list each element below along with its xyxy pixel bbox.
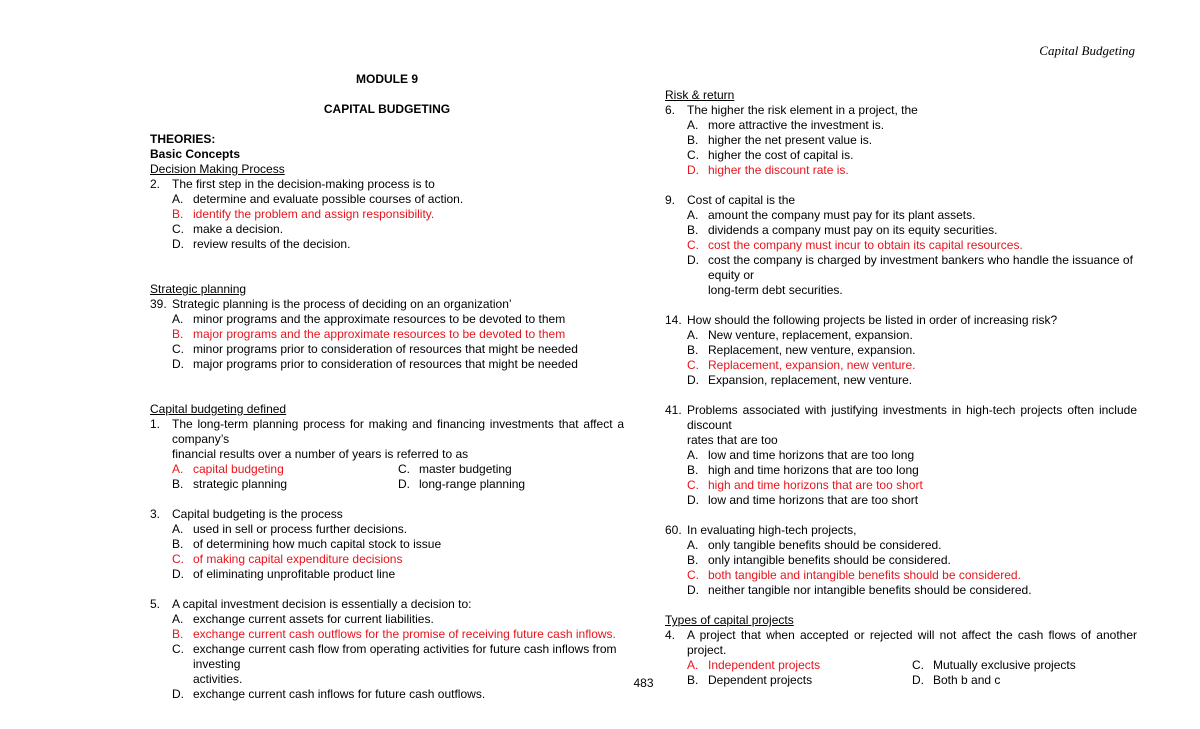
option-letter: B. xyxy=(172,477,184,491)
option-text: New venture, replacement, expansion. xyxy=(708,328,913,342)
question-text: A project that when accepted or rejected will not affect the cash flows of another project. xyxy=(687,628,1137,657)
option-letter: B. xyxy=(687,223,699,237)
option-text: of making capital expenditure decisions xyxy=(193,552,403,566)
question xyxy=(150,597,624,612)
running-header: Capital Budgeting xyxy=(1039,43,1135,58)
option-answer xyxy=(150,552,624,567)
option-answer xyxy=(150,207,624,222)
option-letter: A. xyxy=(687,538,699,552)
option-text: Replacement, new venture, expansion. xyxy=(708,343,916,357)
question-number: 39. xyxy=(150,297,167,311)
option-letter: D. xyxy=(172,687,184,701)
option xyxy=(665,148,1137,163)
option-letter: D. xyxy=(172,357,184,371)
option-answer xyxy=(665,238,1137,253)
question xyxy=(665,193,1137,208)
option-letter: A. xyxy=(172,522,184,536)
option-letter: D. xyxy=(687,493,699,507)
question xyxy=(665,313,1137,328)
option-text: exchange current cash flow from operating activities for future cash inflows from investing xyxy=(193,642,617,671)
question-number: 4. xyxy=(665,628,676,642)
option-letter: C. xyxy=(172,642,184,656)
option-text: of eliminating unprofitable product line xyxy=(193,567,396,581)
question-text: The first step in the decision-making process is to xyxy=(172,177,435,191)
option xyxy=(665,133,1137,148)
option-letter: D. xyxy=(912,673,924,687)
section-heading: Types of capital projects xyxy=(665,613,794,627)
question-text: A capital investment decision is essentially a decision to: xyxy=(172,597,472,611)
option-letter: B. xyxy=(687,343,699,357)
option xyxy=(150,312,624,327)
option xyxy=(665,583,1137,598)
option-text: low and time horizons that are too long xyxy=(708,448,915,462)
option-text: more attractive the investment is. xyxy=(708,118,885,132)
option-text: minor programs prior to consideration of resources that might be needed xyxy=(193,342,578,356)
question-text: Cost of capital is the xyxy=(687,193,796,207)
option-letter: D. xyxy=(172,237,184,251)
option-text: of determining how much capital stock to issue xyxy=(193,537,442,551)
option xyxy=(150,222,624,237)
option-letter: B. xyxy=(687,463,699,477)
question-text: The long-term planning process for making and financing investments that affect a company’s xyxy=(172,417,624,446)
option-text: strategic planning xyxy=(193,477,288,491)
option-answer xyxy=(665,163,1137,178)
option-text: higher the net present value is. xyxy=(708,133,873,147)
option-text: Expansion, replacement, new venture. xyxy=(708,373,913,387)
option-text: make a decision. xyxy=(193,222,284,236)
question xyxy=(665,103,1137,118)
option-answer xyxy=(172,462,398,477)
option-row xyxy=(150,477,624,492)
option-text: higher the cost of capital is. xyxy=(708,148,854,162)
option xyxy=(150,237,624,252)
option-text: higher the discount rate is. xyxy=(708,163,849,177)
option xyxy=(912,658,1137,673)
option xyxy=(172,477,398,492)
option-text: exchange current assets for current liabilities. xyxy=(193,612,434,626)
option xyxy=(150,567,624,582)
option-letter: B. xyxy=(172,537,184,551)
option-text: capital budgeting xyxy=(193,462,284,476)
basic-concepts-heading: Basic Concepts xyxy=(150,147,241,161)
option-continuation xyxy=(665,283,1137,298)
question-number: 14. xyxy=(665,313,682,327)
question-number: 60. xyxy=(665,523,682,537)
question-text: rates that are too xyxy=(687,433,778,447)
option xyxy=(398,477,624,492)
left-column xyxy=(150,72,624,702)
option-text: long-term debt securities. xyxy=(708,283,843,297)
theories-heading: THEORIES: xyxy=(150,132,216,146)
option-letter: A. xyxy=(172,612,184,626)
option-letter: C. xyxy=(912,658,924,672)
option-letter: D. xyxy=(172,567,184,581)
option xyxy=(150,357,624,372)
option xyxy=(150,537,624,552)
option-answer xyxy=(665,478,1137,493)
question xyxy=(150,507,624,522)
option-letter: A. xyxy=(172,192,184,206)
option-letter: C. xyxy=(687,568,699,582)
option-answer xyxy=(150,627,624,642)
option-text: both tangible and intangible benefits should be considered. xyxy=(708,568,1021,582)
option-letter: A. xyxy=(687,118,699,132)
option-text: activities. xyxy=(193,672,243,686)
option-letter: D. xyxy=(687,373,699,387)
option-letter: A. xyxy=(172,312,184,326)
option xyxy=(150,612,624,627)
option-text: Independent projects xyxy=(708,658,821,672)
option-answer xyxy=(687,658,912,673)
question-number: 3. xyxy=(150,507,161,521)
option-text: major programs and the approximate resources to be devoted to them xyxy=(193,327,566,341)
option-text: neither tangible nor intangible benefits should be considered. xyxy=(708,583,1032,597)
option-letter: D. xyxy=(687,163,699,177)
option-letter: B. xyxy=(172,327,184,341)
option-letter: C. xyxy=(687,358,699,372)
option-text: dividends a company must pay on its equity securities. xyxy=(708,223,998,237)
option-letter: B. xyxy=(687,133,699,147)
question-text: Problems associated with justifying investments in high-tech projects often include discount xyxy=(687,403,1137,432)
option-text: cost the company is charged by investment bankers who handle the issuance of equity or xyxy=(708,253,1133,282)
option xyxy=(665,538,1137,553)
option-text: determine and evaluate possible courses of action. xyxy=(193,192,464,206)
module-title: CAPITAL BUDGETING xyxy=(323,102,451,116)
section-heading: Capital budgeting defined xyxy=(150,402,287,416)
option xyxy=(665,553,1137,568)
option xyxy=(665,208,1137,223)
question-text: How should the following projects be listed in order of increasing risk? xyxy=(687,313,1058,327)
option xyxy=(398,462,624,477)
option-text: amount the company must pay for its plant assets. xyxy=(708,208,976,222)
option xyxy=(150,192,624,207)
option-answer xyxy=(150,327,624,342)
option-text: exchange current cash inflows for future cash outflows. xyxy=(193,687,486,701)
option-letter: A. xyxy=(687,328,699,342)
section-heading: Decision Making Process xyxy=(150,162,285,176)
option xyxy=(150,642,624,672)
option xyxy=(665,118,1137,133)
option-answer xyxy=(665,568,1137,583)
module-number: MODULE 9 xyxy=(355,72,418,86)
option-letter: C. xyxy=(172,342,184,356)
option xyxy=(665,463,1137,478)
option xyxy=(665,373,1137,388)
right-column xyxy=(665,88,1137,688)
question xyxy=(665,403,1137,433)
option xyxy=(665,223,1137,238)
option-text: identify the problem and assign responsibility. xyxy=(193,207,435,221)
option xyxy=(665,343,1137,358)
option-letter: B. xyxy=(172,207,184,221)
option-letter: A. xyxy=(172,462,184,476)
option-text: Dependent projects xyxy=(708,673,813,687)
section-heading: Strategic planning xyxy=(150,282,247,296)
option-letter: C. xyxy=(687,148,699,162)
option-letter: B. xyxy=(172,627,184,641)
option-text: minor programs and the approximate resources to be devoted to them xyxy=(193,312,566,326)
option-row xyxy=(150,462,624,477)
option xyxy=(665,448,1137,463)
question-text: Capital budgeting is the process xyxy=(172,507,343,521)
question-continuation xyxy=(150,447,624,462)
question-text: Strategic planning is the process of deciding on an organization’ xyxy=(172,297,512,311)
option-text: only tangible benefits should be considered. xyxy=(708,538,942,552)
option-text: Both b and c xyxy=(933,673,1001,687)
option-letter: B. xyxy=(687,553,699,567)
option-letter: D. xyxy=(687,583,699,597)
option-text: master budgeting xyxy=(419,462,512,476)
question-text: In evaluating high-tech projects, xyxy=(687,523,857,537)
option-text: Replacement, expansion, new venture. xyxy=(708,358,916,372)
option-letter: A. xyxy=(687,448,699,462)
option xyxy=(150,522,624,537)
option-answer xyxy=(665,358,1137,373)
option-letter: D. xyxy=(398,477,410,491)
option-text: exchange current cash outflows for the promise of receiving future cash inflows. xyxy=(193,627,616,641)
question xyxy=(150,297,624,312)
option-letter: C. xyxy=(172,552,184,566)
question xyxy=(665,523,1137,538)
question xyxy=(150,417,624,447)
option xyxy=(150,342,624,357)
option-text: major programs prior to consideration of resources that might be needed xyxy=(193,357,578,371)
option-text: used in sell or process further decisions. xyxy=(193,522,408,536)
option-letter: B. xyxy=(687,673,699,687)
section-heading: Risk & return xyxy=(665,88,735,102)
option-text: high and time horizons that are too long xyxy=(708,463,919,477)
option-letter: C. xyxy=(398,462,410,476)
question-number: 2. xyxy=(150,177,161,191)
option-letter: C. xyxy=(172,222,184,236)
question-text: The higher the risk element in a project, the xyxy=(687,103,918,117)
option-letter: C. xyxy=(687,238,699,252)
option xyxy=(665,253,1137,283)
question-number: 41. xyxy=(665,403,682,417)
question-number: 6. xyxy=(665,103,676,117)
question-number: 5. xyxy=(150,597,161,611)
option-text: review results of the decision. xyxy=(193,237,351,251)
option-letter: A. xyxy=(687,208,699,222)
question xyxy=(665,628,1137,658)
option-letter: C. xyxy=(687,478,699,492)
option-text: low and time horizons that are too short xyxy=(708,493,919,507)
page-number: 483 xyxy=(633,676,654,690)
question-number: 9. xyxy=(665,193,676,207)
question-continuation xyxy=(665,433,1137,448)
option-text: high and time horizons that are too short xyxy=(708,478,923,492)
option-letter: D. xyxy=(687,253,699,267)
question xyxy=(150,177,624,192)
option-text: long-range planning xyxy=(419,477,526,491)
option-text: Mutually exclusive projects xyxy=(933,658,1076,672)
option-letter: A. xyxy=(687,658,699,672)
option xyxy=(665,493,1137,508)
question-number: 1. xyxy=(150,417,161,431)
option-text: only intangible benefits should be considered. xyxy=(708,553,951,567)
question-text: financial results over a number of years is referred to as xyxy=(172,447,469,461)
option-row xyxy=(665,658,1137,673)
option-text: cost the company must incur to obtain its capital resources. xyxy=(708,238,1023,252)
option xyxy=(665,328,1137,343)
